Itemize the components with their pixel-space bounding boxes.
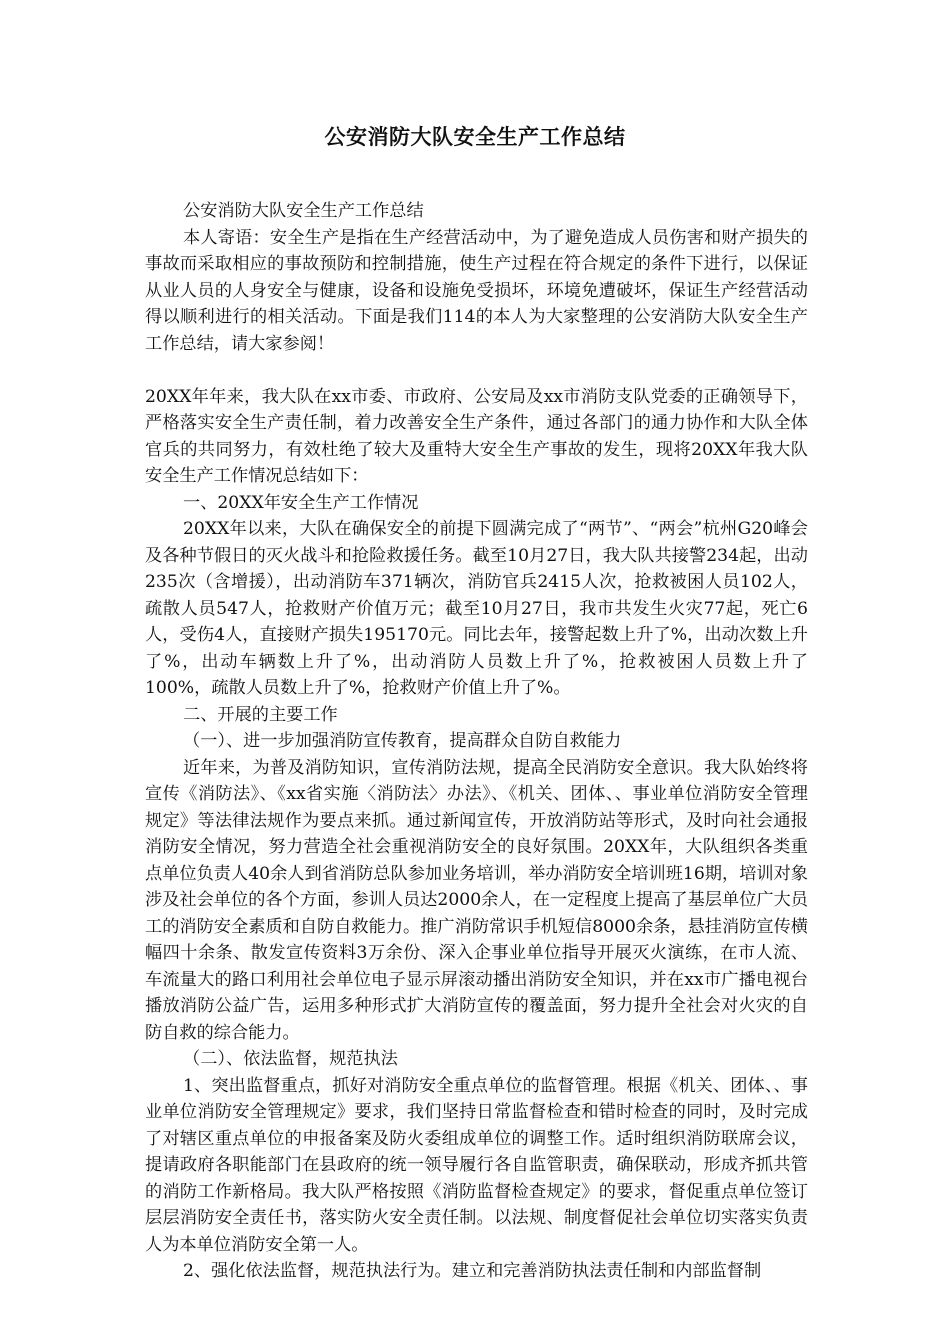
blank-line — [145, 357, 808, 384]
subtitle-paragraph: 公安消防大队安全生产工作总结 — [183, 201, 424, 221]
intro-paragraph: 本人寄语：安全生产是指在生产经营活动中，为了避免造成人员伤害和财产损失的事故而采取相应的事故预防和控制措施，使生产过程在符合规定的条件下进行，以保证从业人员的人身安全与健康，设备和设施免受损坏，环境免遭破坏，保证生产经营活动得以顺利进行的相关活动。下面是我们114的本人为大家整理的公安消防大队安全生产工作总结，请大家参阅！ — [145, 227, 808, 354]
work-situation-paragraph: 20XX年以来，大队在确保安全的前提下圆满完成了“两节”、“两会”杭州G20峰会及各种节假日的灭火战斗和抢险救援任务。截至10月27日，我大队共接警234起，出动235次（含增援），出动消防车371辆次，消防官兵2415人次，抢救被困人员102人，疏散人员547人，抢救财产价值万元；截至10月27日，我市共发生火灾77起，死亡6人，受伤4人，直接财产损失195170元。同比去年，接警起数上升了%，出动次数上升了%，出动车辆数上升了%，出动消防人员数上升了%，抢救被困人员数上升了100%，疏散人员数上升了%，抢救财产价值上升了%。 — [145, 519, 808, 698]
publicity-paragraph: 近年来，为普及消防知识，宣传消防法规，提高全民消防安全意识。我大队始终将宣传《消防法》、《xx省实施〈消防法〉办法》、《机关、团体、、事业单位消防安全管理规定》等法律法规作为要点来抓。通过新闻宣传，开放消防站等形式，及时向社会通报消防安全情况，努力营造全社会重视消防安全的良好氛围。20XX年，大队组织各类重点单位负责人40余人到省消防总队参加业务培训，举办消防安全培训班16期，培训对象涉及社会单位的各个方面，参训人员达2000余人，在一定程度上提高了基层单位广大员工的消防安全素质和自防自救能力。推广消防常识手机短信8000余条，悬挂消防宣传横幅四十余条、散发宣传资料3万余份、深入企事业单位指导开展灭火演练，在市人流、车流量大的路口利用社会单位电子显示屏滚动播出消防安全知识，并在xx市广播电视台播放消防公益广告，运用多种形式扩大消防宣传的覆盖面，努力提升全社会对火灾的自防自救的综合能力。 — [145, 757, 808, 1043]
document-title: 公安消防大队安全生产工作总结 — [324, 125, 626, 149]
summary-paragraph: 20XX年年来，我大队在xx市委、市政府、公安局及xx市消防支队党委的正确领导下，严格落实安全生产责任制，着力改善安全生产条件，通过各部门的通力协作和大队全体官兵的共同努力，有效杜绝了较大及重特大安全生产事故的发生，现将20XX年我大队安全生产工作情况总结如下： — [145, 386, 808, 486]
subsection-heading-1: （一）、进一步加强消防宣传教育，提高群众自防自救能力 — [183, 731, 622, 751]
enforcement-paragraph: 2、强化依法监督，规范执法行为。建立和完善消防执法责任制和内部监督制 — [183, 1261, 762, 1281]
supervision-paragraph: 1、突出监督重点，抓好对消防安全重点单位的监督管理。根据《机关、团体、、事业单位消防安全管理规定》要求，我们坚持日常监督检查和错时检查的同时，及时完成了对辖区重点单位的申报备案及防火委组成单位的调整工作。适时组织消防联席会议，提请政府各职能部门在县政府的统一领导履行各自监管职责，确保联动，形成齐抓共管的消防工作新格局。我大队严格按照《消防监督检查规定》的要求，督促重点单位签订层层消防安全责任书，落实防火安全责任制。以法规、制度督促社会单位切实落实负责人为本单位消防安全第一人。 — [145, 1075, 808, 1255]
document-body — [145, 198, 808, 1285]
subsection-heading-2: （二）、依法监督，规范执法 — [183, 1049, 398, 1069]
section-heading-2: 二、开展的主要工作 — [183, 704, 338, 725]
section-heading-1: 一、20XX年安全生产工作情况 — [183, 492, 419, 513]
